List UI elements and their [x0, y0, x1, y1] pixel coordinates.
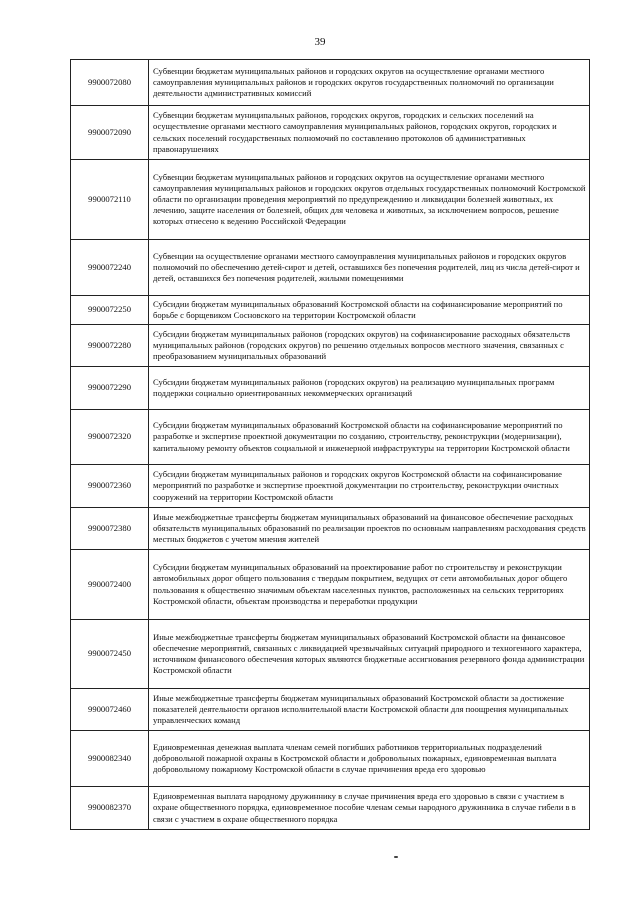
row-code: 9900082340	[71, 731, 149, 787]
row-description: Субвенции бюджетам муниципальных районов, городских округов, городских и сельских поселений на осуществление органами местного самоуправления муниципальных районов, городских округов, городских и сельских поселений государственных полномочий по составлению протоколов об административных правонарушениях	[149, 106, 590, 160]
row-code: 9900072090	[71, 106, 149, 160]
row-description: Иные межбюджетные трансферты бюджетам муниципальных образований Костромской области за достижение показателей деятельности органов исполнительной власти Костромской области для поощрения муниципальных управленческих команд	[149, 689, 590, 731]
row-code: 9900072400	[71, 550, 149, 620]
row-code: 9900072110	[71, 160, 149, 240]
row-code: 9900072380	[71, 508, 149, 550]
table-row	[71, 550, 590, 620]
table-row	[71, 325, 590, 367]
row-code: 9900072250	[71, 296, 149, 325]
row-description: Субсидии бюджетам муниципальных районов (городских округов) на реализацию муниципальных программ поддержки социально ориентированных некоммерческих организаций	[149, 367, 590, 410]
table-row	[71, 465, 590, 508]
row-code: 9900072360	[71, 465, 149, 508]
row-code: 9900072460	[71, 689, 149, 731]
table-row	[71, 60, 590, 106]
scan-speck	[394, 856, 398, 858]
row-code: 9900082370	[71, 787, 149, 830]
budget-codes-table	[70, 59, 590, 830]
row-code: 9900072080	[71, 60, 149, 106]
row-description: Иные межбюджетные трансферты бюджетам муниципальных образований Костромской области на финансовое обеспечение мероприятий, связанных с ликвидацией чрезвычайных ситуаций природного и техногенного характера, источником финансового обеспечения которых являются бюджетные ассигнования резервного фонда администрации Костромской области	[149, 620, 590, 689]
row-description: Субвенции бюджетам муниципальных районов и городских округов на осуществление органами местного самоуправления муниципальных районов и городских округов отдельных государственных полномочий Костромской области по организации проведения мероприятий по предупреждению и ликвидации болезней животных, их лечению, защите населения от болезней, общих для человека и животных, за исключением вопросов, решение которых отнесено к ведению Российской Федерации	[149, 160, 590, 240]
table-row	[71, 240, 590, 296]
row-code: 9900072280	[71, 325, 149, 367]
table-row	[71, 106, 590, 160]
row-description: Субсидии бюджетам муниципальных районов (городских округов) на софинансирование расходных обязательств муниципальных районов (городских округов) по решению отдельных вопросов местного значения, связанных с преобразованием муниципальных образований	[149, 325, 590, 367]
row-description: Субвенции бюджетам муниципальных районов и городских округов на осуществление органами местного самоуправления муниципальных районов и городских округов государственных полномочий по организации деятельности административных комиссий	[149, 60, 590, 106]
row-description: Субсидии бюджетам муниципальных образований Костромской области на софинансирование мероприятий по разработке и экспертизе проектной документации по созданию, строительству, реконструкции (модернизации), капитальному ремонту объектов социальной и инженерной инфраструктуры на территории Костромской области	[149, 410, 590, 465]
row-description: Субвенции на осуществление органами местного самоуправления муниципальных районов и городских округов полномочий по обеспечению детей-сирот и детей, оставшихся без попечения родителей, лиц из числа детей-сирот и детей, оставшихся без попечения родителей, жилыми помещениями	[149, 240, 590, 296]
row-code: 9900072290	[71, 367, 149, 410]
row-description: Субсидии бюджетам муниципальных образований на проектирование работ по строительству и реконструкции автомобильных дорог общего пользования с твердым покрытием, ведущих от сети автомобильных дорог общего пользования к общественно значимым объектам населенных пунктов, расположенных на сельских территориях Костромской области, объектам производства и переработки продукции	[149, 550, 590, 620]
table-row	[71, 508, 590, 550]
table-row	[71, 731, 590, 787]
row-code: 9900072240	[71, 240, 149, 296]
table-row	[71, 689, 590, 731]
table-row	[71, 787, 590, 830]
table-row	[71, 160, 590, 240]
table-row	[71, 367, 590, 410]
row-description: Единовременная выплата народному дружиннику в случае причинения вреда его здоровью в связи с участием в охране общественного порядка, единовременное пособие членам семьи народного дружинника в случае гибели в в связи с участием в охране общественного порядка	[149, 787, 590, 830]
page-number: 39	[314, 36, 326, 48]
row-description: Иные межбюджетные трансферты бюджетам муниципальных образований на финансовое обеспечение расходных обязательств муниципальных образований по реализации проектов по основным направлениям расходования средств местных бюджетов с учетом мнения жителей	[149, 508, 590, 550]
row-description: Единовременная денежная выплата членам семей погибших работников территориальных подразделений добровольной пожарной охраны в Костромской области и добровольных пожарных, единовременная выплата добровольному пожарному Костромской области в случае причинения вреда его здоровью	[149, 731, 590, 787]
row-description: Субсидии бюджетам муниципальных районов и городских округов Костромской области на софинансирование мероприятий по разработке и экспертизе проектной документации по строительству, реконструкции очистных сооружений на территории Костромской области	[149, 465, 590, 508]
table-row	[71, 620, 590, 689]
row-code: 9900072320	[71, 410, 149, 465]
table-row	[71, 410, 590, 465]
table-row	[71, 296, 590, 325]
row-description: Субсидии бюджетам муниципальных образований Костромской области на софинансирование мероприятий по борьбе с борщевиком Сосновского на территории Костромской области	[149, 296, 590, 325]
row-code: 9900072450	[71, 620, 149, 689]
